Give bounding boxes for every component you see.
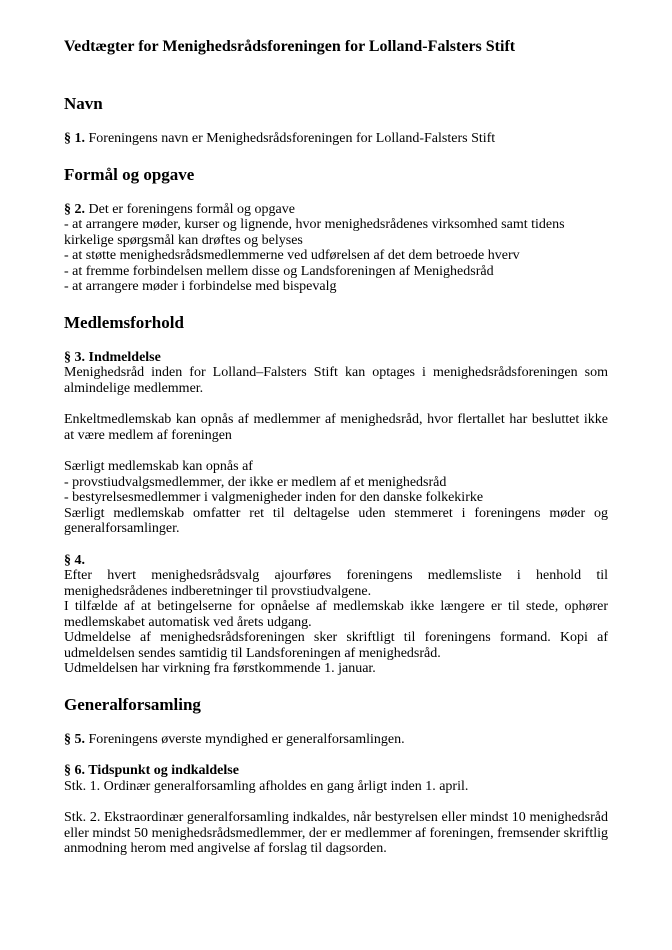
paragraph-5-text: Foreningens øverste myndighed er generalforsamlingen. — [85, 731, 405, 747]
paragraph-5 — [64, 732, 608, 748]
section-navn — [64, 94, 608, 147]
paragraph-4-line: I tilfælde af at betingelserne for opnåelse af medlemskab ikke længere er til stede, ophører medlemskabet automatisk ved årets udgang. — [64, 599, 608, 630]
section-heading-medlemsforhold: Medlemsforhold — [64, 312, 184, 332]
section-heading-generalforsamling: Generalforsamling — [64, 694, 201, 714]
paragraph-4-line: Udmeldelse af menighedsrådsforeningen sker skriftligt til foreningens formand. Kopi af udmeldelsen sendes samtidig til Landsforeningen af menighedsråd. — [64, 630, 608, 661]
paragraph-5-number: § 5. — [64, 731, 85, 747]
paragraph-4 — [64, 553, 608, 677]
paragraph-1-text: Foreningens navn er Menighedsrådsforeningen for Lolland-Falsters Stift — [85, 131, 496, 146]
section-heading-formaal: Formål og opgave — [64, 164, 195, 184]
paragraph-6-text-2: Stk. 2. Ekstraordinær generalforsamling indkaldes, når bestyrelsen eller mindst 10 menighedsråd eller mindst 50 menighedsrådsmedlemmer, der er medlemmer af foreningen, fremsender skriftlig anmodning herom med angivelse af forslag til dagsorden. — [64, 810, 608, 856]
list-item: - at arrangere møder i forbindelse med bispevalg — [64, 279, 337, 294]
purpose-list — [64, 217, 608, 295]
paragraph-6 — [64, 763, 608, 857]
section-medlemsforhold — [64, 313, 608, 677]
paragraph-2 — [64, 202, 608, 295]
section-heading-navn: Navn — [64, 94, 103, 113]
paragraph-3-text-3: Særligt medlemskab kan opnås af — [64, 459, 253, 474]
document-title: Vedtægter for Menighedsrådsforeningen for Lolland-Falsters Stift — [64, 38, 516, 55]
paragraph-4-heading: § 4. — [64, 552, 85, 568]
list-item: - at fremme forbindelsen mellem disse og Landsforeningen af Menighedsråd — [64, 263, 494, 279]
list-item: - at støtte menighedsrådsmedlemmerne ved udførelsen af det dem betroede hverv — [64, 248, 520, 263]
paragraph-3-text-2: Enkeltmedlemskab kan opnås af medlemmer af menighedsråd, hvor flertallet har besluttet ikke at være medlem af foreningen — [64, 412, 608, 443]
paragraph-1-number: § 1. — [64, 131, 85, 146]
paragraph-6-heading: § 6. Tidspunkt og indkaldelse — [64, 763, 239, 778]
section-generalforsamling — [64, 695, 608, 857]
paragraph-4-line: Udmeldelsen har virkning fra førstkommende 1. januar. — [64, 661, 376, 676]
paragraph-3-heading: § 3. Indmeldelse — [64, 349, 161, 365]
list-item: - provstiudvalgsmedlemmer, der ikke er medlem af et menighedsråd — [64, 474, 447, 490]
paragraph-6-text-1: Stk. 1. Ordinær generalforsamling afholdes en gang årligt inden 1. april. — [64, 778, 469, 794]
list-item: - bestyrelsesmedlemmer i valgmenigheder inden for den danske folkekirke — [64, 490, 484, 505]
section-formaal — [64, 165, 608, 295]
paragraph-1 — [64, 131, 608, 147]
special-membership-list — [64, 475, 608, 506]
list-item: - at arrangere møder, kurser og lignende, hvor menighedsrådenes virksomhed samt tidens kirkelige spørgsmål kan drøftes og belyses — [64, 217, 565, 248]
paragraph-4-line: Efter hvert menighedsrådsvalg ajourføres foreningens medlemsliste i henhold til menighedsrådenes indberetninger til provstiudvalgene. — [64, 568, 608, 599]
paragraph-3 — [64, 350, 608, 537]
paragraph-2-text: Det er foreningens formål og opgave — [85, 201, 295, 217]
paragraph-3-text-1: Menighedsråd inden for Lolland–Falsters Stift kan optages i menighedsrådsforeningen som almindelige medlemmer. — [64, 365, 608, 396]
paragraph-3-text-4: Særligt medlemskab omfatter ret til deltagelse uden stemmeret i foreningens møder og generalforsamlinger. — [64, 505, 608, 536]
paragraph-2-number: § 2. — [64, 201, 85, 217]
